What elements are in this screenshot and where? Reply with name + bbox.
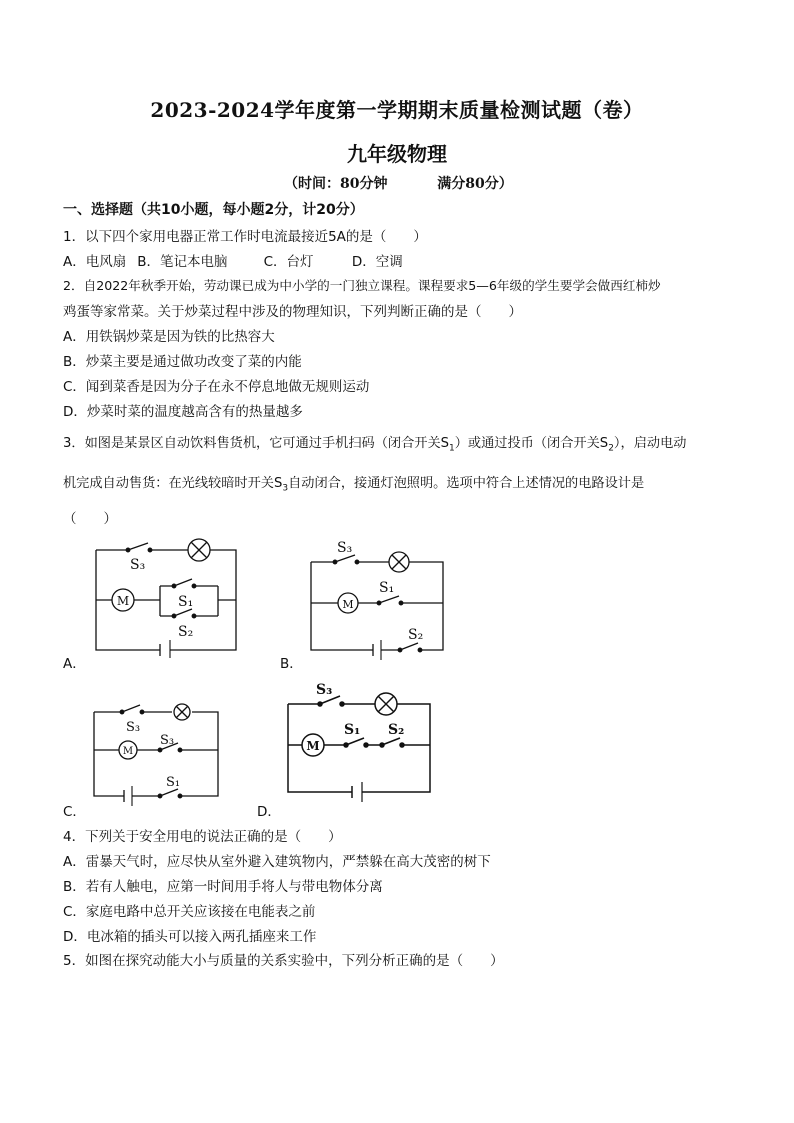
q4-option-d: D．电冰箱的插头可以接入两孔插座来工作 — [63, 929, 317, 945]
circuit-diagram-c-labels — [88, 700, 228, 808]
q4-option-a: A．雷暴天气时，应尽快从室外避入建筑物内，严禁躲在高大茂密的树下 — [63, 854, 491, 870]
exam-subtitle: 九年级物理 — [347, 142, 447, 166]
q2-option-d: D．炒菜时菜的温度越高含有的热量越多 — [63, 404, 303, 420]
diagram-a-s1-label: S₁ — [178, 594, 194, 610]
q4-stem: 4．下列关于安全用电的说法正确的是（ ） — [63, 829, 342, 845]
diagram-b-s1-label: S₁ — [379, 580, 395, 596]
q1-stem: 1．以下四个家用电器正常工作时电流最接近5A的是（ ） — [63, 229, 427, 245]
q3-stem-line2 — [63, 472, 644, 494]
diagram-b-label: B． — [280, 656, 303, 672]
diagram-d-motor-label: M — [306, 739, 320, 753]
diagram-b-motor-label: M — [342, 598, 354, 611]
diagram-a-s3-label: S₃ — [130, 557, 146, 573]
diagram-c-s3-label-mid: S₃ — [160, 733, 175, 748]
q3-sub-2: 2 — [608, 443, 614, 454]
diagram-d-s3-label: S₃ — [316, 682, 333, 698]
exam-time-note — [284, 173, 513, 193]
score-note: 满分80分） — [437, 176, 513, 192]
q5-stem: 5．如图在探究动能大小与质量的关系实验中，下列分析正确的是（ ） — [63, 953, 504, 969]
q2-stem-line1: 2．自2022年秋季开始，劳动课已成为中小学的一门独立课程。课程要求5—6年级的学生要学会做西红柿炒 — [63, 278, 661, 293]
diagram-c-s1-label: S₁ — [166, 775, 181, 790]
q2-option-b: B．炒菜主要是通过做功改变了菜的内能 — [63, 354, 302, 370]
q1-option-a: A．电风扇 — [63, 254, 127, 270]
diagram-b-s2-label: S₂ — [408, 627, 424, 643]
exam-title: 2023-2024学年度第一学期期末质量检测试题（卷） — [150, 98, 644, 122]
circuit-diagram-a-labels — [88, 538, 248, 658]
diagram-c-label: C． — [63, 804, 86, 820]
diagram-a-s2-label: S₂ — [178, 624, 194, 640]
q3-stem-line3: （ ） — [63, 511, 117, 527]
q2-stem-line2: 鸡蛋等家常菜。关于炒菜过程中涉及的物理知识，下列判断正确的是（ ） — [63, 304, 522, 320]
q2-option-a: A．用铁锅炒菜是因为铁的比热容大 — [63, 329, 275, 345]
diagram-d-s2-label: S₂ — [388, 722, 405, 738]
circuit-diagram-b-labels — [305, 540, 455, 660]
diagram-d-s1-label: S₁ — [344, 722, 361, 738]
q4-option-b: B．若有人触电，应第一时间用手将人与带电物体分离 — [63, 879, 383, 895]
q3-stem-line1 — [63, 432, 686, 454]
q3-stem-1b: ）或通过投币（闭合开关S — [454, 436, 609, 451]
diagram-d-label: D． — [257, 804, 281, 820]
diagram-b-s3-label: S₃ — [337, 540, 353, 556]
q4-option-c: C．家庭电路中总开关应该接在电能表之前 — [63, 904, 316, 920]
q1-option-d: D．空调 — [351, 254, 403, 270]
diagram-a-label: A． — [63, 656, 86, 672]
section-heading: 一、选择题（共10小题，每小题2分，计20分） — [63, 202, 364, 218]
diagram-a-motor-label: M — [116, 594, 130, 608]
diagram-c-s3-label-top: S₃ — [126, 720, 141, 735]
q3-stem-1c: ），启动电动 — [613, 436, 687, 451]
q1-options — [63, 250, 403, 270]
q3-stem-1a: 3．如图是某景区自动饮料售货机，它可通过手机扫码（闭合开关S — [63, 436, 450, 451]
diagram-c-motor-label: M — [122, 746, 134, 757]
time-note: （时间：80分钟 — [284, 176, 388, 192]
q1-option-c: C．台灯 — [263, 254, 314, 270]
q2-option-c: C．闻到菜香是因为分子在永不停息地做无规则运动 — [63, 379, 370, 395]
q3-sub-1: 1 — [449, 443, 455, 454]
q3-sub-3: 3 — [282, 483, 289, 494]
q3-stem-2a: 机完成自动售货：在光线较暗时开关S — [63, 476, 283, 491]
q1-option-b: B．笔记本电脑 — [137, 254, 228, 270]
circuit-diagram-d-labels — [282, 680, 437, 805]
q3-stem-2b: 自动闭合，接通灯泡照明。选项中符合上述情况的电路设计是 — [288, 476, 645, 491]
